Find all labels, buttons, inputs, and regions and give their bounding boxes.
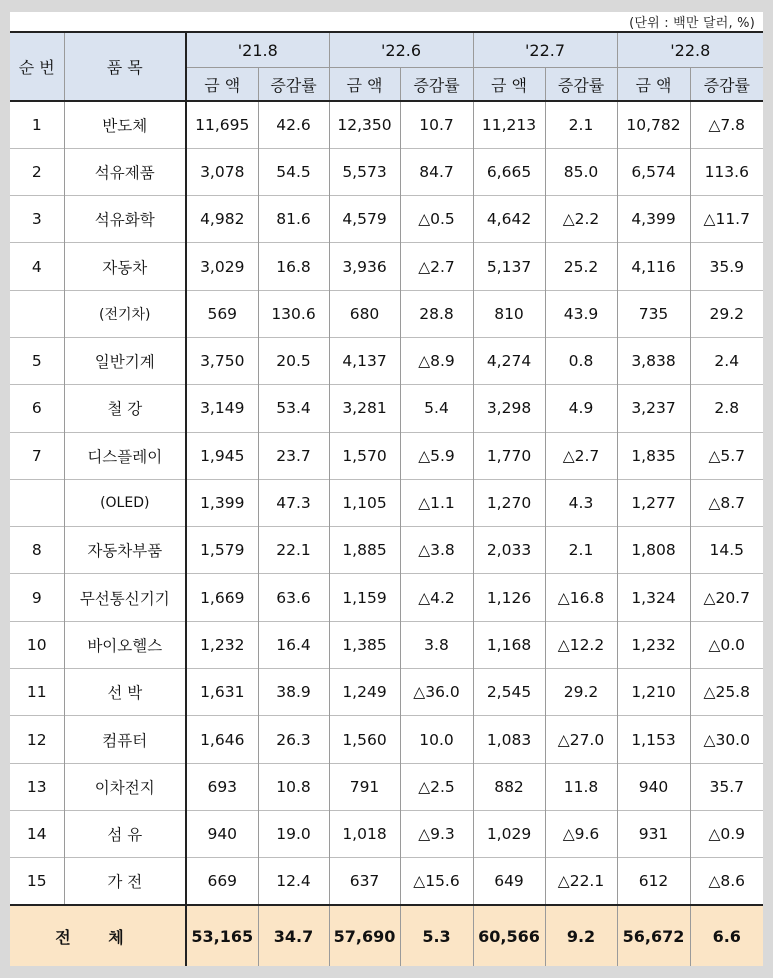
amount-cell: 3,237 <box>617 385 690 432</box>
amount-cell: 1,126 <box>473 574 545 621</box>
amount-cell: 1,105 <box>329 479 400 526</box>
amount-cell: 3,078 <box>186 148 258 195</box>
rate-cell: 11.8 <box>545 763 617 810</box>
rate-cell: 38.9 <box>258 669 329 716</box>
amount-cell: 12,350 <box>329 101 400 148</box>
amount-cell: 1,570 <box>329 432 400 479</box>
rate-cell: △2.7 <box>400 243 473 290</box>
rate-cell: △4.2 <box>400 574 473 621</box>
row-number: 14 <box>10 810 64 857</box>
amount-cell: 1,835 <box>617 432 690 479</box>
amount-cell: 1,249 <box>329 669 400 716</box>
amount-cell: 3,838 <box>617 337 690 384</box>
amount-cell: 6,574 <box>617 148 690 195</box>
amount-cell: 669 <box>186 858 258 905</box>
row-number: 3 <box>10 196 64 243</box>
header-amount: 금 액 <box>329 68 400 102</box>
total-cell: 60,566 <box>473 905 545 966</box>
rate-cell: △15.6 <box>400 858 473 905</box>
rate-cell: 19.0 <box>258 810 329 857</box>
rate-cell: 85.0 <box>545 148 617 195</box>
rate-cell: 35.9 <box>690 243 763 290</box>
header-no: 순 번 <box>10 32 64 101</box>
amount-cell: 11,695 <box>186 101 258 148</box>
rate-cell: 29.2 <box>690 290 763 337</box>
table-row <box>10 479 763 526</box>
table-row <box>10 432 763 479</box>
rate-cell: △5.7 <box>690 432 763 479</box>
rate-cell: 4.9 <box>545 385 617 432</box>
rate-cell: 113.6 <box>690 148 763 195</box>
rate-cell: 54.5 <box>258 148 329 195</box>
amount-cell: 1,270 <box>473 479 545 526</box>
header-rate: 증감률 <box>545 68 617 102</box>
amount-cell: 3,936 <box>329 243 400 290</box>
amount-cell: 3,149 <box>186 385 258 432</box>
rate-cell: 12.4 <box>258 858 329 905</box>
header-period: '22.8 <box>617 32 763 68</box>
row-number: 2 <box>10 148 64 195</box>
row-number: 10 <box>10 621 64 668</box>
row-number: 1 <box>10 101 64 148</box>
rate-cell: △36.0 <box>400 669 473 716</box>
rate-cell: 23.7 <box>258 432 329 479</box>
rate-cell: 10.0 <box>400 716 473 763</box>
row-number <box>10 479 64 526</box>
amount-cell: 637 <box>329 858 400 905</box>
header-item: 품 목 <box>64 32 186 101</box>
rate-cell: △8.6 <box>690 858 763 905</box>
rate-cell: △22.1 <box>545 858 617 905</box>
rate-cell: 42.6 <box>258 101 329 148</box>
amount-cell: 3,029 <box>186 243 258 290</box>
amount-cell: 569 <box>186 290 258 337</box>
rate-cell: △20.7 <box>690 574 763 621</box>
row-number: 4 <box>10 243 64 290</box>
rate-cell: 22.1 <box>258 527 329 574</box>
amount-cell: 1,232 <box>186 621 258 668</box>
row-number: 11 <box>10 669 64 716</box>
document-page <box>10 12 763 966</box>
amount-cell: 791 <box>329 763 400 810</box>
table-row <box>10 196 763 243</box>
total-cell: 6.6 <box>690 905 763 966</box>
rate-cell: 47.3 <box>258 479 329 526</box>
rate-cell: △16.8 <box>545 574 617 621</box>
amount-cell: 5,137 <box>473 243 545 290</box>
rate-cell: △9.3 <box>400 810 473 857</box>
row-number <box>10 290 64 337</box>
amount-cell: 1,153 <box>617 716 690 763</box>
rate-cell: 29.2 <box>545 669 617 716</box>
table-row <box>10 101 763 148</box>
amount-cell: 4,399 <box>617 196 690 243</box>
row-item: 석유화학 <box>64 196 186 243</box>
amount-cell: 693 <box>186 763 258 810</box>
table-row <box>10 243 763 290</box>
header-amount: 금 액 <box>186 68 258 102</box>
row-item: 철 강 <box>64 385 186 432</box>
rate-cell: 43.9 <box>545 290 617 337</box>
total-cell: 56,672 <box>617 905 690 966</box>
export-table <box>10 31 763 966</box>
rate-cell: 53.4 <box>258 385 329 432</box>
table-row <box>10 148 763 195</box>
rate-cell: △12.2 <box>545 621 617 668</box>
row-number: 8 <box>10 527 64 574</box>
row-item: (OLED) <box>64 479 186 526</box>
rate-cell: △9.6 <box>545 810 617 857</box>
amount-cell: 1,324 <box>617 574 690 621</box>
rate-cell: 2.1 <box>545 101 617 148</box>
header-period: '22.7 <box>473 32 617 68</box>
table-row <box>10 290 763 337</box>
amount-cell: 735 <box>617 290 690 337</box>
amount-cell: 1,631 <box>186 669 258 716</box>
rate-cell: △0.0 <box>690 621 763 668</box>
rate-cell: △3.8 <box>400 527 473 574</box>
row-item: 자동차부품 <box>64 527 186 574</box>
amount-cell: 10,782 <box>617 101 690 148</box>
rate-cell: 0.8 <box>545 337 617 384</box>
row-item: 섬 유 <box>64 810 186 857</box>
amount-cell: 4,642 <box>473 196 545 243</box>
amount-cell: 1,232 <box>617 621 690 668</box>
rate-cell: △5.9 <box>400 432 473 479</box>
table-header <box>10 32 763 101</box>
rate-cell: 26.3 <box>258 716 329 763</box>
amount-cell: 5,573 <box>329 148 400 195</box>
rate-cell: 16.8 <box>258 243 329 290</box>
rate-cell: 81.6 <box>258 196 329 243</box>
rate-cell: △27.0 <box>545 716 617 763</box>
table-footer <box>10 905 763 966</box>
rate-cell: 2.1 <box>545 527 617 574</box>
rate-cell: △30.0 <box>690 716 763 763</box>
amount-cell: 931 <box>617 810 690 857</box>
row-item: 일반기계 <box>64 337 186 384</box>
total-cell: 57,690 <box>329 905 400 966</box>
rate-cell: △8.7 <box>690 479 763 526</box>
rate-cell: △0.5 <box>400 196 473 243</box>
amount-cell: 4,579 <box>329 196 400 243</box>
amount-cell: 649 <box>473 858 545 905</box>
rate-cell: △11.7 <box>690 196 763 243</box>
rate-cell: 130.6 <box>258 290 329 337</box>
amount-cell: 1,385 <box>329 621 400 668</box>
amount-cell: 612 <box>617 858 690 905</box>
total-cell: 9.2 <box>545 905 617 966</box>
rate-cell: 16.4 <box>258 621 329 668</box>
header-rate: 증감률 <box>400 68 473 102</box>
row-item: 컴퓨터 <box>64 716 186 763</box>
row-item: 반도체 <box>64 101 186 148</box>
row-item: 자동차 <box>64 243 186 290</box>
amount-cell: 1,885 <box>329 527 400 574</box>
rate-cell: △1.1 <box>400 479 473 526</box>
rate-cell: 5.4 <box>400 385 473 432</box>
amount-cell: 1,669 <box>186 574 258 621</box>
row-item: 무선통신기기 <box>64 574 186 621</box>
row-number: 15 <box>10 858 64 905</box>
amount-cell: 1,770 <box>473 432 545 479</box>
table-row <box>10 527 763 574</box>
amount-cell: 3,298 <box>473 385 545 432</box>
amount-cell: 810 <box>473 290 545 337</box>
header-period: '22.6 <box>329 32 473 68</box>
table-body <box>10 101 763 905</box>
amount-cell: 4,116 <box>617 243 690 290</box>
amount-cell: 1,945 <box>186 432 258 479</box>
table-row <box>10 621 763 668</box>
amount-cell: 1,646 <box>186 716 258 763</box>
unit-note: (단위 : 백만 달러, %) <box>629 16 755 31</box>
amount-cell: 940 <box>186 810 258 857</box>
total-cell: 53,165 <box>186 905 258 966</box>
amount-cell: 1,210 <box>617 669 690 716</box>
rate-cell: △8.9 <box>400 337 473 384</box>
amount-cell: 882 <box>473 763 545 810</box>
rate-cell: △0.9 <box>690 810 763 857</box>
amount-cell: 1,808 <box>617 527 690 574</box>
amount-cell: 2,545 <box>473 669 545 716</box>
amount-cell: 11,213 <box>473 101 545 148</box>
row-item: 석유제품 <box>64 148 186 195</box>
total-cell: 34.7 <box>258 905 329 966</box>
rate-cell: 84.7 <box>400 148 473 195</box>
rate-cell: 35.7 <box>690 763 763 810</box>
amount-cell: 680 <box>329 290 400 337</box>
row-item: 디스플레이 <box>64 432 186 479</box>
amount-cell: 3,281 <box>329 385 400 432</box>
amount-cell: 4,274 <box>473 337 545 384</box>
table-row <box>10 810 763 857</box>
table-row <box>10 385 763 432</box>
rate-cell: 4.3 <box>545 479 617 526</box>
rate-cell: 2.8 <box>690 385 763 432</box>
row-number: 5 <box>10 337 64 384</box>
amount-cell: 940 <box>617 763 690 810</box>
row-item: (전기차) <box>64 290 186 337</box>
amount-cell: 1,168 <box>473 621 545 668</box>
amount-cell: 1,018 <box>329 810 400 857</box>
table-row <box>10 763 763 810</box>
header-period: '21.8 <box>186 32 329 68</box>
rate-cell: △2.2 <box>545 196 617 243</box>
rate-cell: 10.7 <box>400 101 473 148</box>
rate-cell: 2.4 <box>690 337 763 384</box>
rate-cell: △2.7 <box>545 432 617 479</box>
row-item: 바이오헬스 <box>64 621 186 668</box>
amount-cell: 1,083 <box>473 716 545 763</box>
rate-cell: 3.8 <box>400 621 473 668</box>
amount-cell: 3,750 <box>186 337 258 384</box>
rate-cell: △7.8 <box>690 101 763 148</box>
total-label: 전 체 <box>10 905 186 966</box>
header-rate: 증감률 <box>690 68 763 102</box>
table-row <box>10 858 763 905</box>
row-item: 이차전지 <box>64 763 186 810</box>
table-row <box>10 574 763 621</box>
rate-cell: 14.5 <box>690 527 763 574</box>
amount-cell: 1,277 <box>617 479 690 526</box>
row-item: 선 박 <box>64 669 186 716</box>
row-item: 가 전 <box>64 858 186 905</box>
header-amount: 금 액 <box>473 68 545 102</box>
rate-cell: △2.5 <box>400 763 473 810</box>
rate-cell: 28.8 <box>400 290 473 337</box>
amount-cell: 4,982 <box>186 196 258 243</box>
amount-cell: 1,579 <box>186 527 258 574</box>
row-number: 13 <box>10 763 64 810</box>
header-rate: 증감률 <box>258 68 329 102</box>
rate-cell: 25.2 <box>545 243 617 290</box>
rate-cell: △25.8 <box>690 669 763 716</box>
amount-cell: 2,033 <box>473 527 545 574</box>
table-row <box>10 337 763 384</box>
total-cell: 5.3 <box>400 905 473 966</box>
table-row <box>10 716 763 763</box>
header-amount: 금 액 <box>617 68 690 102</box>
amount-cell: 1,560 <box>329 716 400 763</box>
amount-cell: 1,399 <box>186 479 258 526</box>
row-number: 9 <box>10 574 64 621</box>
table-row <box>10 669 763 716</box>
amount-cell: 1,159 <box>329 574 400 621</box>
amount-cell: 6,665 <box>473 148 545 195</box>
row-number: 12 <box>10 716 64 763</box>
row-number: 6 <box>10 385 64 432</box>
amount-cell: 4,137 <box>329 337 400 384</box>
amount-cell: 1,029 <box>473 810 545 857</box>
row-number: 7 <box>10 432 64 479</box>
rate-cell: 20.5 <box>258 337 329 384</box>
rate-cell: 10.8 <box>258 763 329 810</box>
rate-cell: 63.6 <box>258 574 329 621</box>
